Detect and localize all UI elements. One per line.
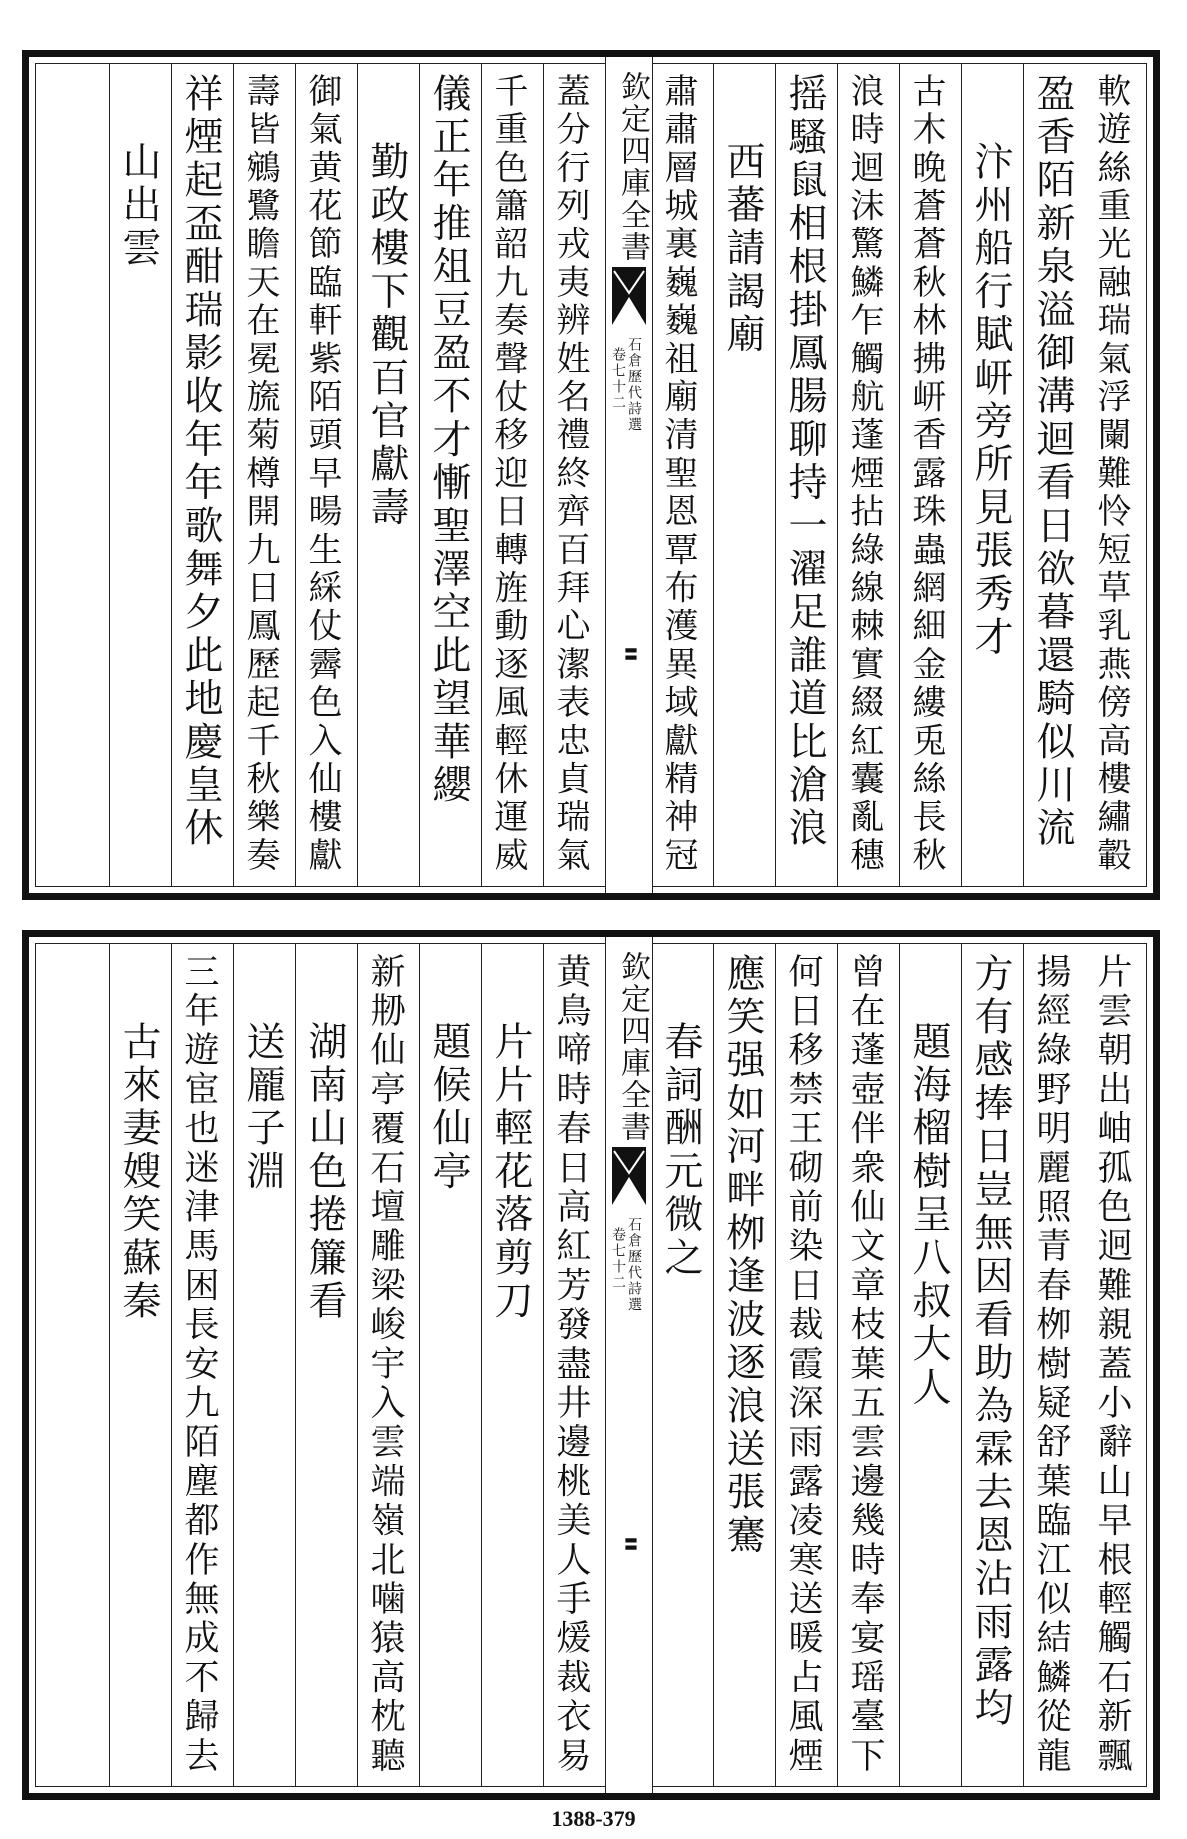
top-gutter-volume: 卷七十二 (610, 347, 626, 411)
text-column (543, 943, 606, 1787)
column-text: 儀正年推俎豆盈不才慚聖澤空此望華纓 (426, 73, 471, 808)
column-text: 題候仙亭 (426, 1021, 471, 1194)
text-column (651, 943, 714, 1787)
footer-page-number: 1388-379 (551, 1806, 636, 1831)
text-column (961, 943, 1024, 1787)
top-gutter-title: 欽定四庫全書 (615, 71, 650, 263)
text-column (1023, 943, 1086, 1787)
column-text: 黄鳥啼時春日高紅芳發盡井邊桃美人手煖裁衣易 (551, 953, 591, 1777)
text-column (713, 63, 776, 887)
text-column (171, 943, 234, 1787)
text-column (233, 63, 296, 887)
column-text: 應笑强如河畔栁逢波逐浪送張騫 (720, 953, 765, 1558)
column-text: 肅肅層城裏巍巍祖廟清聖恩覃布濩異域獻精神冠 (658, 73, 698, 876)
column-text: 古來妻嫂笑蘇秦 (116, 1021, 161, 1324)
text-column (775, 943, 838, 1787)
column-text: 汴州船行賦岍旁所見張秀才 (968, 141, 1013, 660)
text-column (837, 63, 900, 887)
text-column (357, 63, 420, 887)
top-fishtail-mark (612, 267, 646, 325)
column-text: 盈香陌新泉溢御溝迴看日欲暮還騎似川流 (1030, 73, 1075, 851)
text-column (481, 943, 544, 1787)
column-text: 片片輕花落剪刀 (488, 1021, 533, 1324)
text-column (1023, 63, 1086, 887)
column-text: 西蕃請謁廟 (720, 141, 765, 357)
text-column (357, 943, 420, 1787)
text-column (295, 63, 358, 887)
text-column (651, 63, 714, 887)
bottom-center-gutter (605, 937, 653, 1793)
top-page-frame (22, 50, 1160, 900)
bottom-gutter-collection: 石倉歷代詩選 (626, 1217, 642, 1313)
column-text: 蓋分行列戎夷辨姓名禮終齊百拜心潔表忠貞瑞氣 (550, 73, 590, 876)
column-text: 題海榴樹呈八叔大人 (906, 1021, 951, 1410)
bottom-gutter-title: 欽定四庫全書 (615, 951, 650, 1143)
bottom-gutter-volume: 卷七十二 (610, 1227, 626, 1291)
column-text: 送龎子淵 (240, 1021, 285, 1194)
column-text: 軟遊絲重光融瑞氣浮闌難怜短草乳燕傍高樓繡轂 (1091, 73, 1131, 876)
column-text: 壽皆鵷鷺瞻天在冕旒菊樽開九日鳳歷起千秋樂奏 (240, 73, 280, 876)
text-column (419, 943, 482, 1787)
column-text: 片雲朝出岫孤色迥難親蓋小辭山早根輕觸石新飄 (1092, 953, 1132, 1777)
column-text: 何日移禁王砌前染日裁霞深雨露凌寒送暖占風煙 (783, 953, 823, 1777)
column-text: 新刱仙亭覆石壇雕梁峻宇入雲端嶺北噛猿高枕聽 (365, 953, 405, 1777)
top-gutter-collection: 石倉歷代詩選 (626, 337, 642, 433)
column-text: 三年遊宦也迷津馬困長安九陌塵都作無成不歸去 (179, 953, 219, 1777)
top-gutter-page-mark: 〓 (622, 647, 638, 661)
column-text: 千重色簫韶九奏聲仗移迎日轉旌動逐風輕休運威 (488, 73, 528, 876)
column-text: 春詞酬元微之 (658, 1021, 703, 1281)
text-column (1085, 63, 1147, 887)
text-column (899, 943, 962, 1787)
text-column (419, 63, 482, 887)
column-text: 祥煙起盃酣瑞影收年年歌舞夕此地慶皇休 (178, 73, 223, 851)
text-column (543, 63, 606, 887)
text-column (713, 943, 776, 1787)
column-text: 古木晚蒼蒼秋林拂岍香露珠蟲網細金縷兎絲長秋 (906, 73, 946, 876)
text-column (171, 63, 234, 887)
column-text: 浪時迴沫驚鱗乍觸航蓬煙拈綠線棘實綴紅囊亂穗 (844, 73, 884, 876)
text-column (837, 943, 900, 1787)
text-column (1085, 943, 1147, 1787)
column-text: 曾在蓬壺伴衆仙文章枝葉五雲邊幾時奉宴瑶臺下 (845, 953, 885, 1777)
column-text: 御氣黄花節臨軒紫陌頭早暘生綵仗霽色入仙樓獻 (302, 73, 342, 876)
bottom-gutter-page-mark: 〓 (622, 1537, 638, 1551)
text-column (961, 63, 1024, 887)
text-column (109, 943, 172, 1787)
text-column (295, 943, 358, 1787)
column-text: 方有感捧日豈無因看助為霖去恩沾雨露均 (968, 953, 1013, 1731)
column-text: 揚經綠野明麗照青春栁樹疑舒葉臨江似結鱗從龍 (1031, 953, 1071, 1777)
top-center-gutter (605, 57, 653, 893)
bottom-fishtail-mark (612, 1147, 646, 1205)
column-text: 摇騷鼠相根掛鳳腸聊持一濯足誰道比滄浪 (782, 73, 827, 851)
text-column (775, 63, 838, 887)
column-text: 勤政樓下觀百官獻壽 (364, 141, 409, 530)
column-text: 湖南山色捲簾看 (302, 1021, 347, 1324)
text-column (109, 63, 172, 887)
text-column (481, 63, 544, 887)
text-column (233, 943, 296, 1787)
text-column (899, 63, 962, 887)
bottom-page-frame (22, 930, 1160, 1800)
column-text: 山出雲 (116, 141, 161, 271)
